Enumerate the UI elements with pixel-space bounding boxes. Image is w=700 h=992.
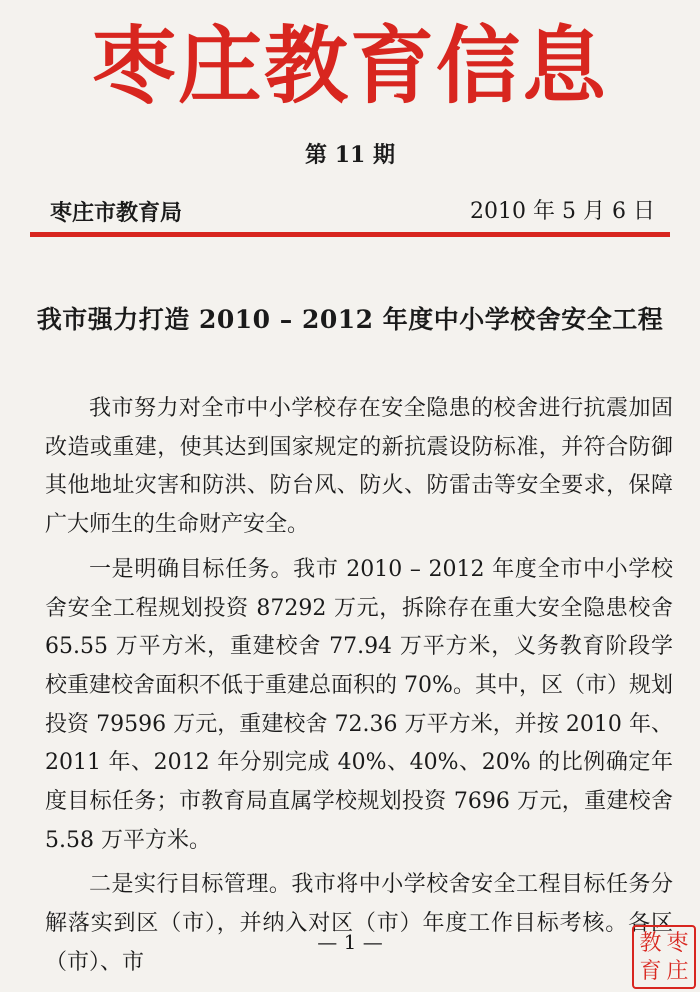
paragraph: 二是实行目标管理。我市将中小学校舍安全工程目标任务分解落实到区（市），并纳入对区（市）年度工作目标考核。各区（市）、市 [45, 872, 673, 975]
masthead-title: 枣庄教育信息 [91, 16, 608, 115]
paragraph: 我市努力对全市中小学校存在安全隐患的校舍进行抗震加固改造或重建，使其达到国家规定的新抗震设防标准，并符合防御其他地址灾害和防洪、防台风、防火、防雷击等安全要求，保障广大师生的生命财产安全。 [45, 396, 673, 538]
red-divider [30, 232, 670, 237]
article-headline: 我市强力打造 2010 – 2012 年度中小学校舍安全工程 [36, 305, 664, 334]
seal-char: 育 [639, 959, 662, 984]
publisher: 枣庄市教育局 [50, 200, 183, 226]
seal-char: 庄 [666, 959, 689, 984]
publish-date: 2010 年 5 月 6 日 [470, 199, 655, 224]
seal-char: 枣 [666, 931, 689, 956]
seal-char: 教 [639, 931, 662, 956]
page-number: — 1 — [317, 930, 383, 954]
seal-stamp [632, 925, 696, 989]
article-body [45, 390, 673, 989]
paragraph: 一是明确目标任务。我市 2010 – 2012 年度全市中小学校舍安全工程规划投资 87292 万元，拆除存在重大安全隐患校舍 65.55 万平方米，重建校舍 77.94 万平方米，义务教育阶段学校重建校舍面积不低于重建总面积的 70%。其中，区（市）规划投资 79596 万元，重建校舍 72.36 万平方米，并按 2010 年、2011 年、2012 年分别完成 40%、40%、20% 的比例确定年度目标任务；市教育局直属学校规划投资 7696 万元，重建校舍 5.58 万平方米。 [45, 556, 673, 853]
issue-number: 第 11 期 [305, 142, 395, 168]
